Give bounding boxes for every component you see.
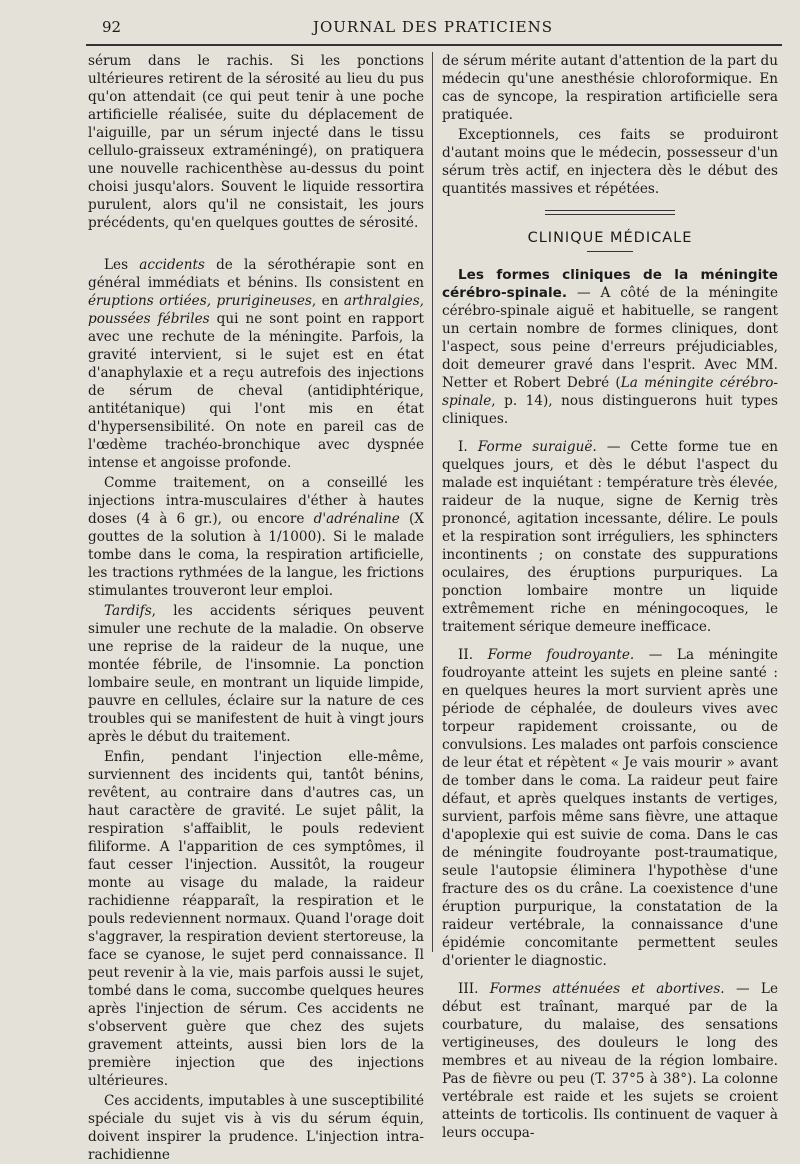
text-run: II.	[458, 647, 488, 663]
running-title: JOURNAL DES PRATICIENS	[312, 18, 554, 36]
form-foudroyante	[442, 646, 778, 970]
text-run: III.	[458, 981, 490, 997]
text-run: — A côté de la méningite cérébro-spinale aiguë et habituelle, se rangent un certain nombre de formes cliniques, dont l'aspect, sous peine d'erreurs préjudiciables, doit demeurer gravé dans l'esprit. Avec MM. Netter et Robert Debré (	[442, 285, 778, 391]
text-run: , les accidents sériques peuvent simuler une rechute de la maladie. On observe une reprise de la raideur de la nuque, une montée fébrile, de l'insomnie. La ponction lombaire seule, en montrant un liquide limpide, pauvre en cellules, éclaire sur la nature de ces troubles qui se manifestent de huit à vingt jours après le début du traitement.	[88, 603, 424, 745]
header-rule	[86, 44, 782, 46]
paragraph-traitement	[88, 474, 424, 600]
emphasis: Forme suraiguë.	[477, 439, 597, 455]
page-number: 92	[102, 18, 122, 36]
emphasis: éruptions ortiées, prurigineuses	[88, 293, 312, 309]
emphasis: accidents	[139, 257, 205, 273]
section-separator	[545, 210, 675, 215]
title-underline	[587, 251, 633, 252]
text-run: Les	[104, 257, 140, 273]
paragraph: Ces accidents, imputables à une susceptibilité spéciale du sujet vis à vis du sérum équin, doivent inspirer la prudence. L'injection intra-rachidienne	[88, 1093, 424, 1163]
paragraph-accidents	[88, 256, 424, 472]
paragraph-tardifs	[88, 602, 424, 746]
text-run: — Cette forme tue en quelques jours, et dès le début l'aspect du malade est inquiétant : température très élevée, raideur de la nuque, signe de Kernig très prononcé, agitation incessante, délire. Le pouls et la respiration sont irréguliers, les sphincters incontinents ; on constate des suppurations oculaires, des éruptions purpuriques. La ponction lombaire montre un liquide extrêmement riche en méningocoques, le traitement sérique demeure inefficace.	[442, 439, 778, 635]
form-suraigue	[442, 438, 778, 636]
paragraph: Exceptionnels, ces faits se produiront d'autant moins que le médecin, possesseur d'un sérum très actif, en injectera dès le début des quantités massives et répétées.	[442, 127, 778, 197]
text-run: qui ne sont point en rapport avec une rechute de la méningite. Parfois, la gravité intervient, si le sujet est en état d'anaphylaxie et a reçu autrefois des injections de sérum de cheval (antidiphtérique, antitétanique) qui l'ont mis en état d'hypersensibilité. On note en pareil cas de l'œdème trachéo-bronchique avec dyspnée intense et angoisse profonde.	[88, 311, 424, 471]
emphasis: La méningite cérébro-spinale	[442, 375, 778, 409]
emphasis: Forme foudroyante.	[487, 647, 635, 663]
text-run: — La méningite foudroyante atteint les sujets en pleine santé : en quelques heures la mort survient après une période de céphalée, de douleurs vives avec torpeur rapidement croissante, ou de convulsions. Les malades ont parfois conscience de leur état et répètent « Je vais mourir » avant de tomber dans le coma. La raideur peut faire défaut, et après quelques instants de vertiges, survient, parfois même sans fièvre, une attaque d'apoplexie qui est suivie de coma. Dans le cas de méningite foudroyante post-traumatique, seule l'autopsie éliminera l'hypothèse d'une fracture des os du crâne. La coexistence d'une éruption purpurique, la constatation de la raideur vertébrale, la connaissance d'une épidémie concomitante permettent seules d'orienter le diagnostic.	[442, 647, 778, 969]
emphasis: Formes atténuées et abortives.	[489, 981, 725, 997]
text-run: Comme traitement, on a conseillé les injections intra-musculaires d'éther à hautes doses (4 à 6 gr.), ou encore	[88, 475, 424, 527]
paragraph: Enfin, pendant l'injection elle-même, surviennent des incidents qui, tantôt bénins, revêtent, au contraire dans d'autres cas, un haut caractère de gravité. Le sujet pâlit, la respiration s'affaiblit, le pouls redevient filiforme. A l'apparition de ces symptômes, il faut cesser l'injection. Aussitôt, la rougeur monte au visage du malade, la raideur rachidienne réapparaît, la respiration et le pouls redeviennent normaux. Quand l'orage doit s'aggraver, la respiration devient stertoreuse, la face se cyanose, le sujet perd connaissance. Il peut revenir à la vie, mais parfois aussi le sujet, tombé dans le coma, succombe quelques heures après l'injection de sérum. Ces accidents ne s'observent guère que chez des sujets gravement atteints, aussi bien lors de la première injection que des injections ultérieures.	[88, 749, 424, 1089]
text-run: , p. 14), nous distinguerons huit types cliniques.	[442, 393, 778, 427]
text-run: de la sérothérapie sont en général immédiats et bénins. Ils consistent en	[88, 257, 424, 291]
right-column	[442, 52, 778, 1142]
form-attenuee	[442, 980, 778, 1142]
emphasis: d'adrénaline	[313, 511, 400, 527]
text-run: I.	[458, 439, 478, 455]
section-title: CLINIQUE MÉDICALE	[527, 230, 693, 246]
text-run: (X gouttes de la solution à 1/1000). Si le malade tombe dans le coma, la respiration artificielle, les tractions rythmées de la langue, les frictions stimulantes trouveront leur emploi.	[88, 511, 424, 599]
text-run: — Le début est traînant, marqué par de la courbature, du malaise, des sensations vertigineuses, des douleurs le long des membres et au niveau de la région lombaire. Pas de fièvre ou peu (T. 37°5 à 38°). La colonne vertébrale est raide et les sujets se croient atteints de torticolis. Ils continuent de vaquer à leurs occupa-	[442, 981, 778, 1141]
text-run: , en	[311, 293, 344, 309]
paragraph: sérum dans le rachis. Si les ponctions ultérieures retirent de la sérosité au lieu du pus qu'on attendait (ce qui peut tenir à une poche artificielle réalisée, suite du déplacement de l'aiguille, par un sérum injecté dans le tissu cellulo-graisseux extraméningé), on pratiquera une nouvelle rachicenthèse au-dessus du point choisi jusqu'alors. Souvent le liquide ressortira purulent, alors qu'il ne consistait, les jours précédents, qu'en quelques gouttes de sérosité.	[88, 53, 424, 231]
page-header	[88, 14, 778, 40]
column-divider	[432, 52, 433, 952]
emphasis: arthralgies, poussées fébriles	[88, 293, 424, 327]
paragraph: de sérum mérite autant d'attention de la part du médecin qu'une anesthésie chloroformique. En cas de syncope, la respiration artificielle sera pratiquée.	[442, 53, 778, 123]
article-title: Les formes cliniques de la méningite cérébro-spinale.	[442, 267, 778, 301]
emphasis: Tardifs	[104, 603, 152, 619]
left-column	[88, 52, 424, 1164]
article-intro	[442, 266, 778, 428]
